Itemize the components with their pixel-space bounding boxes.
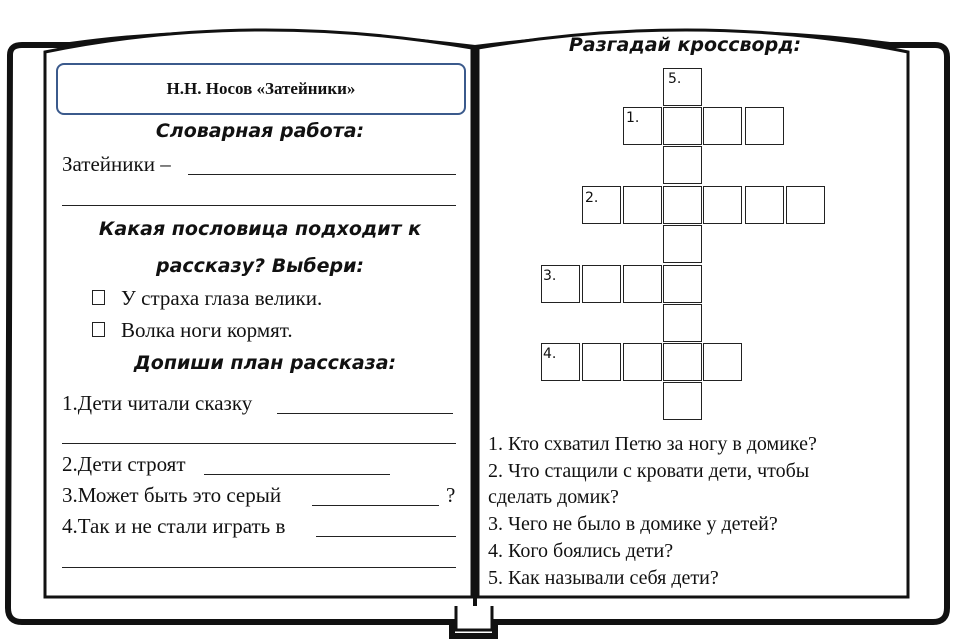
crossword-cell[interactable]: [703, 343, 742, 381]
crossword-cell[interactable]: [623, 265, 662, 303]
crossword-number-3: 3.: [543, 268, 557, 284]
crossword-cell[interactable]: [663, 265, 702, 303]
crossword-cell[interactable]: [582, 343, 621, 381]
crossword-cell[interactable]: [745, 107, 784, 145]
crossword-cell[interactable]: [623, 343, 662, 381]
plan-answer-line-3[interactable]: [312, 505, 439, 506]
plan-answer-line-4[interactable]: [316, 536, 456, 537]
crossword-cell[interactable]: [663, 382, 702, 420]
proverb-checkbox-2[interactable]: [92, 322, 105, 337]
vocab-term: Затейники –: [62, 152, 171, 176]
vocab-answer-line-2[interactable]: [62, 205, 456, 206]
crossword-heading: Разгадай кроссворд:: [568, 34, 802, 56]
crossword-cell[interactable]: [703, 186, 742, 224]
vocab-answer-line-1[interactable]: [188, 174, 456, 175]
page-title: Н.Н. Носов «Затейники»: [56, 63, 466, 115]
plan-item-1: 1.Дети читали сказку: [62, 391, 253, 415]
plan-item-3: 3.Может быть это серый: [62, 483, 282, 507]
proverb-option-2: Волка ноги кормят.: [121, 318, 293, 342]
vocab-heading: Словарная работа:: [155, 120, 365, 142]
crossword-cell[interactable]: [623, 186, 662, 224]
clue-4: 4. Кого боялись дети?: [488, 540, 674, 562]
crossword-number-4: 4.: [543, 346, 557, 362]
clue-1: 1. Кто схватил Петю за ногу в домике?: [488, 433, 817, 455]
plan-answer-line-2[interactable]: [204, 474, 390, 475]
crossword-number-5: 5.: [668, 71, 682, 87]
proverb-heading-line2: рассказу? Выбери:: [155, 255, 365, 277]
plan-heading: Допиши план рассказа:: [133, 352, 397, 374]
crossword-cell[interactable]: [663, 186, 702, 224]
plan-item-4: 4.Так и не стали играть в: [62, 514, 286, 538]
crossword-cell[interactable]: [745, 186, 784, 224]
clue-3: 3. Чего не было в домике у детей?: [488, 513, 778, 535]
crossword-cell[interactable]: [663, 304, 702, 342]
crossword-cell[interactable]: [663, 225, 702, 263]
proverb-checkbox-1[interactable]: [92, 290, 105, 305]
crossword-cell[interactable]: [582, 265, 621, 303]
crossword-cell[interactable]: [703, 107, 742, 145]
clue-2-continued: сделать домик?: [488, 486, 619, 508]
crossword-number-2: 2.: [585, 190, 599, 206]
plan-answer-line-1[interactable]: [277, 413, 453, 414]
plan-item-3-suffix: ?: [446, 483, 456, 507]
plan-item-2: 2.Дети строят: [62, 452, 186, 476]
crossword-number-1: 1.: [626, 110, 640, 126]
clue-5: 5. Как называли себя дети?: [488, 567, 719, 589]
plan-answer-line-4b[interactable]: [62, 567, 456, 568]
proverb-heading-line1: Какая пословица подходит к: [98, 218, 422, 240]
crossword-cell[interactable]: [663, 107, 702, 145]
crossword-cell[interactable]: [786, 186, 825, 224]
plan-answer-line-1b[interactable]: [62, 443, 456, 444]
crossword-cell[interactable]: [663, 343, 702, 381]
clue-2: 2. Что стащили с кровати дети, чтобы: [488, 460, 810, 482]
proverb-option-1: У страха глаза велики.: [121, 286, 323, 310]
crossword-cell[interactable]: [663, 146, 702, 184]
